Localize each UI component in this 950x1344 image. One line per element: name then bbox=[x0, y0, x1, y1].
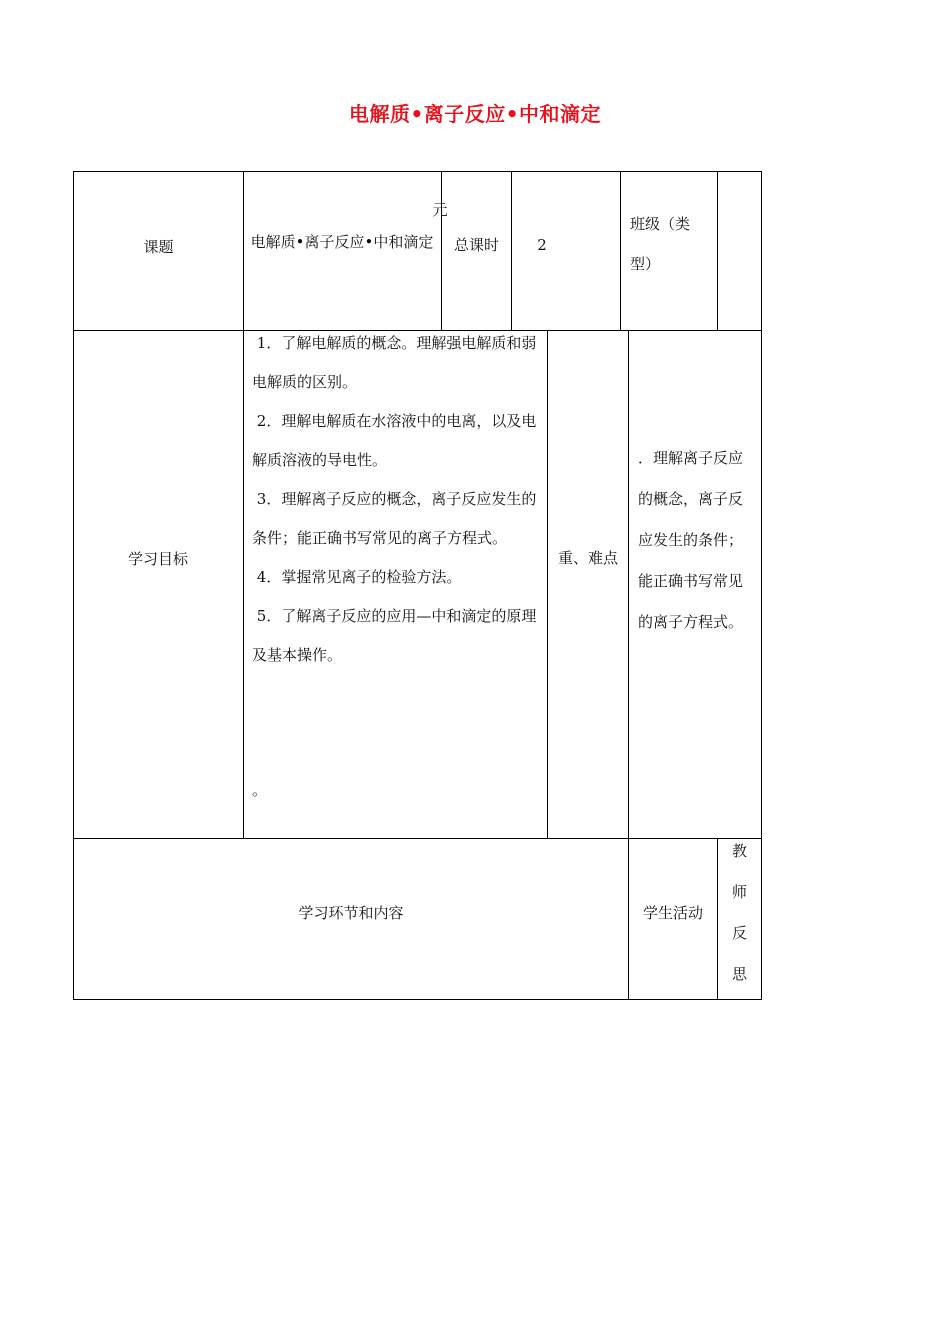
objectives-label-text: 学习目标 bbox=[127, 550, 188, 568]
row2-divider-b bbox=[547, 330, 548, 839]
key-points-label-text: 重、难点 bbox=[558, 549, 619, 567]
class-type-label bbox=[630, 204, 710, 284]
objectives-list bbox=[252, 324, 540, 675]
class-type-text: 班级（类型） bbox=[630, 215, 691, 273]
table-border-top bbox=[73, 171, 762, 172]
table-border-bottom bbox=[73, 999, 762, 1000]
row2-divider-a bbox=[243, 330, 244, 839]
teacher-reflection-char: 教 bbox=[731, 842, 747, 860]
page-title: 电解质•离子反应•中和滴定 bbox=[348, 102, 602, 126]
objectives-trailing-mark: 。 bbox=[252, 781, 268, 799]
teacher-reflection-char: 思 bbox=[731, 965, 747, 983]
table-row-divider-2 bbox=[73, 838, 762, 839]
row2-divider-c bbox=[628, 330, 629, 839]
topic-value bbox=[250, 224, 434, 260]
row1-divider-a bbox=[243, 171, 244, 331]
table-border-right bbox=[761, 171, 762, 1000]
topic-text: 电解质•离子反应•中和滴定 bbox=[250, 233, 434, 251]
objective-item: 2．理解电解质在水溶液中的电离，以及电解质溶液的导电性。 bbox=[252, 412, 537, 469]
objective-item: 3．理解离子反应的概念，离子反应发生的条件；能正确书写常见的离子方程式。 bbox=[252, 490, 537, 547]
total-hours-label: 总课时 bbox=[453, 236, 499, 254]
topic-unit-mark: 元 bbox=[432, 201, 448, 219]
key-points-label bbox=[558, 540, 618, 576]
key-points-text bbox=[638, 438, 752, 643]
objective-item: 1．了解电解质的概念。理解强电解质和弱电解质的区别。 bbox=[252, 334, 537, 391]
teacher-reflection-char: 师 bbox=[731, 883, 747, 901]
teacher-reflection-label bbox=[718, 831, 761, 995]
objective-item: 4．掌握常见离子的检验方法。 bbox=[252, 568, 462, 586]
content-label: 学习环节和内容 bbox=[298, 904, 404, 922]
table-border-left bbox=[73, 171, 74, 1000]
row1-divider-e bbox=[717, 171, 718, 331]
objective-item: 5．了解离子反应的应用—中和滴定的原理及基本操作。 bbox=[252, 607, 537, 664]
topic-label: 课题 bbox=[143, 238, 174, 256]
row1-divider-d bbox=[620, 171, 621, 331]
key-points-body: ．理解离子反应的概念，离子反应发生的条件；能正确书写常见的离子方程式。 bbox=[638, 449, 744, 631]
teacher-reflection-char: 反 bbox=[731, 924, 747, 942]
student-activity-label: 学生活动 bbox=[642, 904, 703, 922]
objectives-label bbox=[123, 541, 193, 577]
total-hours-value: 2 bbox=[537, 236, 547, 254]
